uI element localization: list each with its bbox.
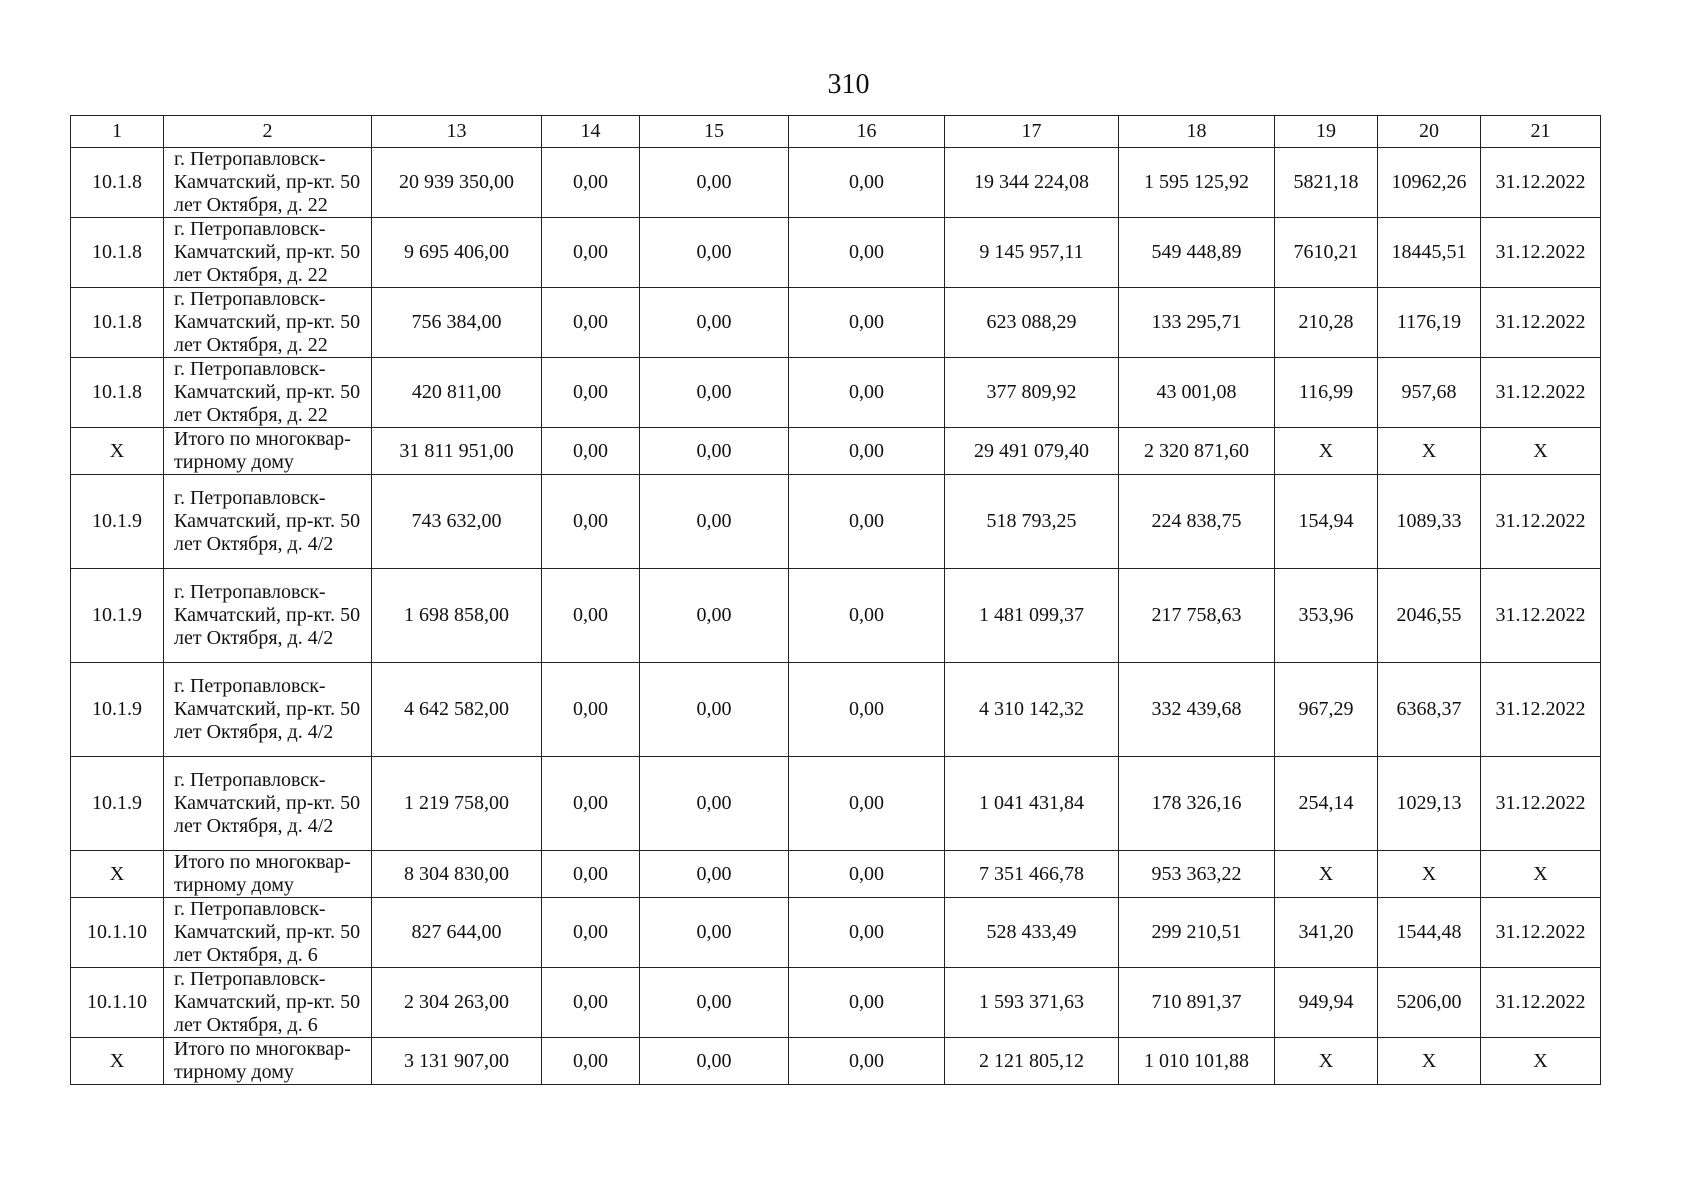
table-body: [71, 148, 1601, 1085]
col-15-value: 0,00: [640, 148, 789, 218]
col-20-value: 2046,55: [1378, 569, 1481, 663]
col-14-value: 0,00: [542, 358, 640, 428]
col-15-value: 0,00: [640, 288, 789, 358]
total-row: [71, 428, 1601, 475]
col-18-value: 43 001,08: [1119, 358, 1275, 428]
col-14-value: 0,00: [542, 428, 640, 475]
col-18-value: 953 363,22: [1119, 851, 1275, 898]
col-19-value: 341,20: [1275, 898, 1378, 968]
col-13-value: 1 698 858,00: [372, 569, 542, 663]
col-13-value: 2 304 263,00: [372, 968, 542, 1038]
col-14-value: 0,00: [542, 851, 640, 898]
col-17-value: 7 351 466,78: [945, 851, 1119, 898]
col-20-value: 1176,19: [1378, 288, 1481, 358]
col-20-value: X: [1378, 851, 1481, 898]
column-header: 1: [71, 116, 164, 148]
col-19-value: X: [1275, 428, 1378, 475]
col-18-value: 217 758,63: [1119, 569, 1275, 663]
deadline-date: 31.12.2022: [1481, 218, 1601, 288]
table-row: [71, 148, 1601, 218]
col-20-value: 1089,33: [1378, 475, 1481, 569]
col-20-value: 6368,37: [1378, 663, 1481, 757]
column-header: 18: [1119, 116, 1275, 148]
table-row: [71, 663, 1601, 757]
col-16-value: 0,00: [789, 148, 945, 218]
col-16-value: 0,00: [789, 569, 945, 663]
col-13-value: 827 644,00: [372, 898, 542, 968]
address: г. Петропавловск-Камчатский, пр-кт. 50 лет Октября, д. 22: [164, 358, 372, 428]
address: г. Петропавловск-Камчатский, пр-кт. 50 лет Октября, д. 22: [164, 288, 372, 358]
col-19-value: 7610,21: [1275, 218, 1378, 288]
column-header: 2: [164, 116, 372, 148]
row-number: 10.1.10: [71, 898, 164, 968]
col-17-value: 518 793,25: [945, 475, 1119, 569]
col-19-value: 210,28: [1275, 288, 1378, 358]
col-15-value: 0,00: [640, 475, 789, 569]
table-row: [71, 218, 1601, 288]
row-number: X: [71, 1038, 164, 1085]
col-13-value: 9 695 406,00: [372, 218, 542, 288]
col-15-value: 0,00: [640, 898, 789, 968]
col-18-value: 299 210,51: [1119, 898, 1275, 968]
deadline-date: 31.12.2022: [1481, 968, 1601, 1038]
col-19-value: 154,94: [1275, 475, 1378, 569]
column-header: 17: [945, 116, 1119, 148]
col-17-value: 2 121 805,12: [945, 1038, 1119, 1085]
row-number: 10.1.9: [71, 569, 164, 663]
col-13-value: 743 632,00: [372, 475, 542, 569]
col-17-value: 377 809,92: [945, 358, 1119, 428]
table-row: [71, 968, 1601, 1038]
col-13-value: 20 939 350,00: [372, 148, 542, 218]
col-16-value: 0,00: [789, 968, 945, 1038]
row-number: X: [71, 428, 164, 475]
col-17-value: 1 041 431,84: [945, 757, 1119, 851]
row-number: 10.1.9: [71, 663, 164, 757]
col-16-value: 0,00: [789, 1038, 945, 1085]
col-20-value: 1029,13: [1378, 757, 1481, 851]
col-17-value: 4 310 142,32: [945, 663, 1119, 757]
address: г. Петропавловск-Камчатский, пр-кт. 50 лет Октября, д. 4/2: [164, 757, 372, 851]
col-20-value: X: [1378, 1038, 1481, 1085]
col-13-value: 420 811,00: [372, 358, 542, 428]
col-13-value: 3 131 907,00: [372, 1038, 542, 1085]
col-15-value: 0,00: [640, 358, 789, 428]
col-13-value: 8 304 830,00: [372, 851, 542, 898]
col-20-value: 18445,51: [1378, 218, 1481, 288]
deadline-date: 31.12.2022: [1481, 148, 1601, 218]
col-19-value: 949,94: [1275, 968, 1378, 1038]
col-20-value: 5206,00: [1378, 968, 1481, 1038]
address: Итого по многоквар-тирному дому: [164, 428, 372, 475]
col-13-value: 756 384,00: [372, 288, 542, 358]
col-14-value: 0,00: [542, 569, 640, 663]
col-15-value: 0,00: [640, 569, 789, 663]
col-14-value: 0,00: [542, 288, 640, 358]
deadline-date: 31.12.2022: [1481, 475, 1601, 569]
address: г. Петропавловск-Камчатский, пр-кт. 50 лет Октября, д. 4/2: [164, 475, 372, 569]
column-header: 21: [1481, 116, 1601, 148]
col-20-value: X: [1378, 428, 1481, 475]
col-18-value: 710 891,37: [1119, 968, 1275, 1038]
col-14-value: 0,00: [542, 1038, 640, 1085]
col-16-value: 0,00: [789, 358, 945, 428]
col-13-value: 31 811 951,00: [372, 428, 542, 475]
address: Итого по многоквар-тирному дому: [164, 851, 372, 898]
col-14-value: 0,00: [542, 475, 640, 569]
column-header: 13: [372, 116, 542, 148]
address: Итого по многоквар-тирному дому: [164, 1038, 372, 1085]
table-row: [71, 757, 1601, 851]
deadline-date: 31.12.2022: [1481, 898, 1601, 968]
col-15-value: 0,00: [640, 968, 789, 1038]
col-18-value: 1 010 101,88: [1119, 1038, 1275, 1085]
address: г. Петропавловск-Камчатский, пр-кт. 50 лет Октября, д. 22: [164, 218, 372, 288]
col-17-value: 528 433,49: [945, 898, 1119, 968]
col-16-value: 0,00: [789, 428, 945, 475]
col-19-value: 116,99: [1275, 358, 1378, 428]
col-15-value: 0,00: [640, 1038, 789, 1085]
col-18-value: 224 838,75: [1119, 475, 1275, 569]
col-17-value: 9 145 957,11: [945, 218, 1119, 288]
table-row: [71, 569, 1601, 663]
col-18-value: 133 295,71: [1119, 288, 1275, 358]
col-17-value: 1 593 371,63: [945, 968, 1119, 1038]
row-number: 10.1.10: [71, 968, 164, 1038]
row-number: 10.1.8: [71, 358, 164, 428]
row-number: 10.1.8: [71, 148, 164, 218]
col-19-value: 353,96: [1275, 569, 1378, 663]
col-19-value: 254,14: [1275, 757, 1378, 851]
col-13-value: 4 642 582,00: [372, 663, 542, 757]
col-16-value: 0,00: [789, 218, 945, 288]
total-row: [71, 851, 1601, 898]
deadline-date: X: [1481, 428, 1601, 475]
table-header-row: [71, 116, 1601, 148]
deadline-date: X: [1481, 851, 1601, 898]
row-number: 10.1.8: [71, 288, 164, 358]
column-header: 15: [640, 116, 789, 148]
col-15-value: 0,00: [640, 757, 789, 851]
col-16-value: 0,00: [789, 288, 945, 358]
deadline-date: X: [1481, 1038, 1601, 1085]
row-number: 10.1.9: [71, 475, 164, 569]
col-18-value: 549 448,89: [1119, 218, 1275, 288]
col-14-value: 0,00: [542, 757, 640, 851]
address: г. Петропавловск-Камчатский, пр-кт. 50 лет Октября, д. 4/2: [164, 663, 372, 757]
table-row: [71, 898, 1601, 968]
address: г. Петропавловск-Камчатский, пр-кт. 50 лет Октября, д. 6: [164, 898, 372, 968]
col-14-value: 0,00: [542, 663, 640, 757]
deadline-date: 31.12.2022: [1481, 358, 1601, 428]
address: г. Петропавловск-Камчатский, пр-кт. 50 лет Октября, д. 6: [164, 968, 372, 1038]
row-number: 10.1.9: [71, 757, 164, 851]
col-14-value: 0,00: [542, 148, 640, 218]
deadline-date: 31.12.2022: [1481, 757, 1601, 851]
col-16-value: 0,00: [789, 663, 945, 757]
row-number: 10.1.8: [71, 218, 164, 288]
col-18-value: 2 320 871,60: [1119, 428, 1275, 475]
column-header: 16: [789, 116, 945, 148]
col-16-value: 0,00: [789, 757, 945, 851]
col-19-value: 967,29: [1275, 663, 1378, 757]
col-15-value: 0,00: [640, 218, 789, 288]
col-14-value: 0,00: [542, 218, 640, 288]
page-number: 310: [827, 69, 870, 100]
data-table: [70, 115, 1601, 1085]
col-15-value: 0,00: [640, 663, 789, 757]
col-19-value: X: [1275, 851, 1378, 898]
col-17-value: 1 481 099,37: [945, 569, 1119, 663]
col-16-value: 0,00: [789, 475, 945, 569]
col-13-value: 1 219 758,00: [372, 757, 542, 851]
total-row: [71, 1038, 1601, 1085]
column-header: 20: [1378, 116, 1481, 148]
col-18-value: 332 439,68: [1119, 663, 1275, 757]
col-19-value: 5821,18: [1275, 148, 1378, 218]
col-14-value: 0,00: [542, 968, 640, 1038]
col-18-value: 1 595 125,92: [1119, 148, 1275, 218]
col-17-value: 29 491 079,40: [945, 428, 1119, 475]
col-16-value: 0,00: [789, 898, 945, 968]
address: г. Петропавловск-Камчатский, пр-кт. 50 лет Октября, д. 22: [164, 148, 372, 218]
col-19-value: X: [1275, 1038, 1378, 1085]
col-20-value: 10962,26: [1378, 148, 1481, 218]
address: г. Петропавловск-Камчатский, пр-кт. 50 лет Октября, д. 4/2: [164, 569, 372, 663]
table-row: [71, 288, 1601, 358]
row-number: X: [71, 851, 164, 898]
col-16-value: 0,00: [789, 851, 945, 898]
col-18-value: 178 326,16: [1119, 757, 1275, 851]
table-row: [71, 475, 1601, 569]
col-17-value: 19 344 224,08: [945, 148, 1119, 218]
column-header: 19: [1275, 116, 1378, 148]
deadline-date: 31.12.2022: [1481, 288, 1601, 358]
col-17-value: 623 088,29: [945, 288, 1119, 358]
col-20-value: 957,68: [1378, 358, 1481, 428]
deadline-date: 31.12.2022: [1481, 569, 1601, 663]
col-15-value: 0,00: [640, 428, 789, 475]
col-20-value: 1544,48: [1378, 898, 1481, 968]
column-header: 14: [542, 116, 640, 148]
deadline-date: 31.12.2022: [1481, 663, 1601, 757]
col-14-value: 0,00: [542, 898, 640, 968]
table-row: [71, 358, 1601, 428]
col-15-value: 0,00: [640, 851, 789, 898]
